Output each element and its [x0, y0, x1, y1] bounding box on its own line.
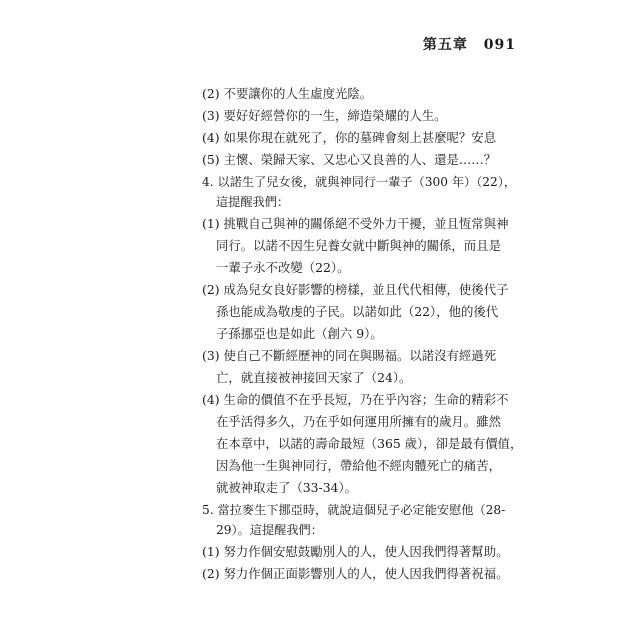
chapter-title: 第五章	[422, 37, 468, 53]
text-line: (2) 努力作個正面影響別人的人，使人因我們得著祝福。	[202, 566, 509, 581]
text-line: (4) 生命的價值不在乎長短，乃在乎內容；生命的精彩不	[202, 392, 509, 407]
text-line: (5) 主懷、榮歸天家、又忠心又良善的人、還是……？	[202, 152, 497, 167]
text-line: (3) 要好好經營你的一生，締造榮耀的人生。	[202, 108, 447, 123]
text-line: (2) 成為兒女良好影響的榜樣，並且代代相傳，使後代子	[202, 282, 509, 297]
numbered-point-heading: 4. 以諾生了兒女後，就與神同行一輩子（300 年）（22），	[202, 175, 517, 189]
text-line: 因為他一生與神同行，帶給他不經肉體死亡的痛苦，	[216, 458, 501, 473]
text-line: 同行。以諾不因生兒養女就中斷與神的關係，而且是	[216, 238, 501, 253]
text-line: 在本章中，以諾的壽命最短（365 歲），卻是最有價值，	[216, 436, 523, 451]
text-line: 孫也能成為敬虔的子民。以諾如此（22），他的後代	[216, 304, 499, 319]
text-line: 一輩子永不改變（22）。	[216, 260, 350, 275]
text-line: 就被神取走了（33-34）。	[216, 480, 358, 495]
text-line: (1) 努力作個安慰鼓勵別人的人，使人因我們得著幫助。	[202, 544, 509, 559]
text-line: 29）。這提醒我們：	[216, 523, 323, 537]
text-line: 亡，就直接被神接回天家了（24）。	[216, 370, 412, 385]
text-line: (1) 挑戰自己與神的關係絕不受外力干擾，並且恆常與神	[202, 216, 509, 231]
text-line: (4) 如果你現在就死了，你的墓碑會刻上甚麼呢？安息	[202, 130, 497, 145]
numbered-point-heading: 5. 當拉麥生下挪亞時，就說這個兒子必定能安慰他（28-	[202, 503, 506, 517]
page-header	[423, 34, 516, 54]
text-line: (3) 使自己不斷經歷神的同在與賜福。以諾沒有經過死	[202, 348, 497, 363]
text-line: 在乎活得多久，乃在乎如何運用所擁有的歲月。雖然	[216, 414, 501, 429]
page-number: 091	[483, 37, 516, 53]
text-line: 子孫挪亞也是如此（創六 9）。	[216, 326, 383, 341]
text-line: 這提醒我們：	[216, 195, 290, 209]
text-line: (2) 不要讓你的人生虛度光陰。	[202, 86, 373, 101]
